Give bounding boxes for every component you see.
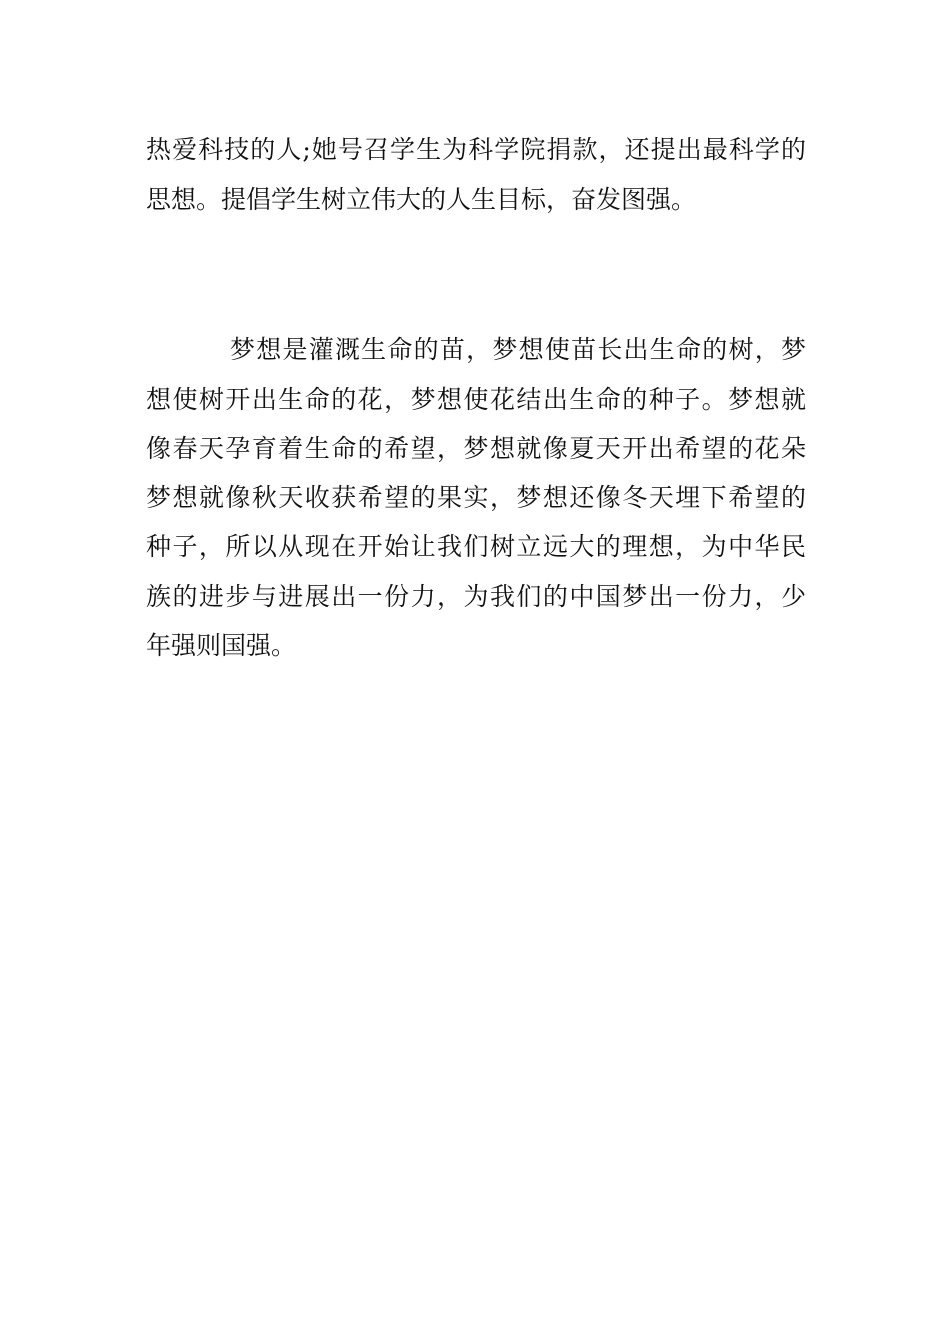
paragraph-line: 族的进步与进展出一份力，为我们的中国梦出一份力，少: [146, 582, 806, 611]
paragraph-line: 思想。提倡学生树立伟大的人生目标，奋发图强。: [146, 185, 697, 214]
paragraph-line: 年强则国强。: [146, 631, 297, 660]
paragraph-line: 热爱科技的人;她号召学生为科学院捐款，还提出最科学的: [146, 135, 806, 164]
paragraph-line: 梦想是灌溉生命的苗，梦想使苗长出生命的树，梦: [230, 335, 806, 364]
paragraph-line: 梦想就像秋天收获希望的果实，梦想还像冬天埋下希望的: [146, 483, 806, 512]
paragraph-line: 想使树开出生命的花，梦想使花结出生命的种子。梦想就: [146, 385, 806, 414]
paragraph-line: 种子，所以从现在开始让我们树立远大的理想，为中华民: [146, 532, 806, 561]
paragraph-line: 像春天孕育着生命的希望，梦想就像夏天开出希望的花朵: [146, 434, 806, 463]
